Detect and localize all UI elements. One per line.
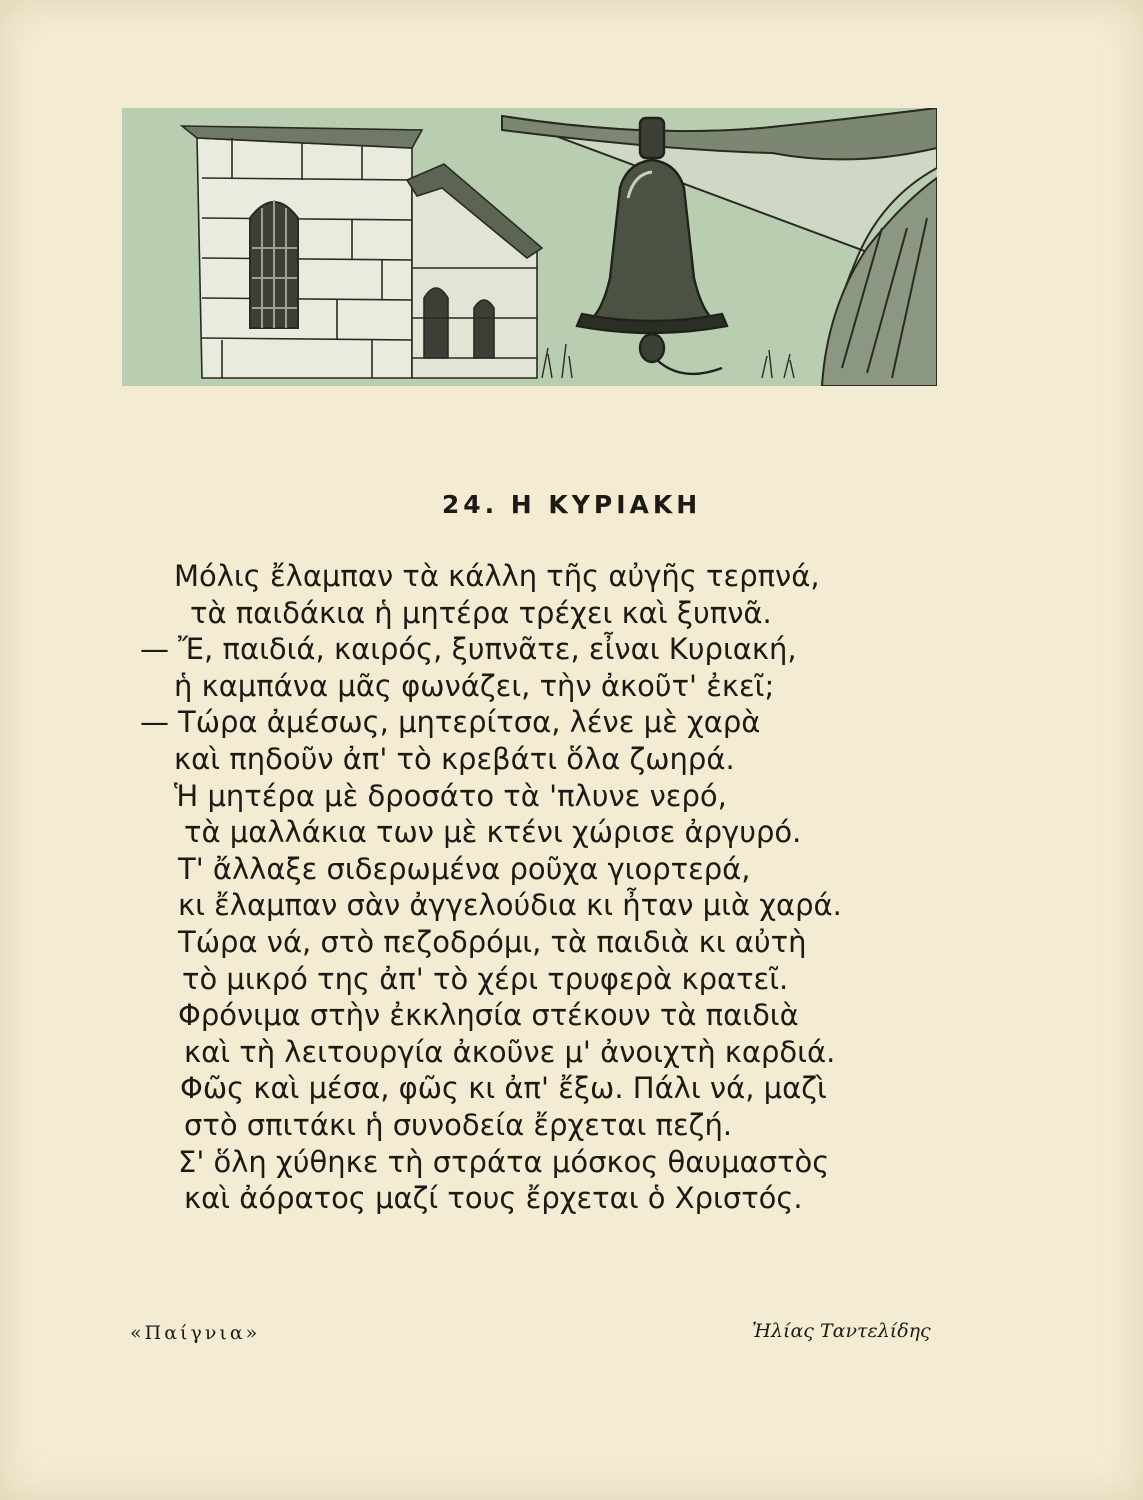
poem-line [140, 1107, 1000, 1144]
poem-title: 24. Η ΚΥΡΙΑΚΗ [441, 490, 702, 519]
dialogue-dash: — [140, 632, 169, 667]
arched-window [250, 200, 298, 328]
poem-line [140, 961, 1000, 998]
poem-line [140, 1144, 1000, 1181]
poem-line [140, 778, 1000, 815]
poem-line-text: Ἔ, παιδιά, καιρός, ξυπνᾶτε, εἶναι Κυριακή, [178, 632, 797, 667]
poem-line-text: στὸ σπιτάκι ἡ συνοδεία ἔρχεται πεζή. [184, 1107, 733, 1142]
church-bell-illustration [122, 108, 937, 386]
poem-line-text: τὰ παιδάκια ἡ μητέρα τρέχει καὶ ξυπνᾶ. [190, 595, 772, 630]
author-name: Ἠλίας Ταντελίδης [752, 1320, 931, 1342]
poem-line [140, 851, 1000, 888]
poem-line-text: Φρόνιμα στὴν ἐκκλησία στέκουν τὰ παιδιὰ [178, 998, 799, 1033]
poem-line-text: Μόλις ἔλαμπαν τὰ κάλλη τῆς αὐγῆς τερπνά, [174, 559, 820, 593]
chapel [407, 164, 542, 378]
poem-line-text: Σ' ὅλη χύθηκε τὴ στράτα μόσκος θαυμαστὸς [178, 1144, 830, 1179]
illustration-drawing [122, 108, 937, 386]
poem-line-text: καὶ ἀόρατος μαζί τους ἔρχεται ὁ Χριστός. [184, 1181, 803, 1216]
poem-line [140, 887, 1000, 924]
poem-line-text: Τώρα νά, στὸ πεζοδρόμι, τὰ παιδιὰ κι αὐτὴ [178, 924, 807, 959]
poem-line [140, 741, 1000, 778]
poem-line-text: καὶ πηδοῦν ἀπ' τὸ κρεβάτι ὅλα ζωηρά. [174, 741, 735, 776]
poem-line [140, 1070, 1000, 1107]
poem-line [140, 1034, 1000, 1071]
grass [542, 344, 794, 378]
dialogue-dash: — [140, 705, 169, 740]
poem-line-text: κι ἔλαμπαν σὰν ἀγγελούδια κι ἦταν μιὰ χαρά. [178, 888, 842, 923]
poem-line-text: τὸ μικρό της ἀπ' τὸ χέρι τρυφερὰ κρατεῖ. [182, 961, 789, 996]
source-title: «Παίγνια» [130, 1322, 261, 1344]
poem-body [140, 558, 1000, 1217]
poem-line-text: Ἡ μητέρα μὲ δροσάτο τὰ 'πλυνε νερό, [174, 778, 727, 813]
poem-line-text: τὰ μαλλάκια των μὲ κτένι χώρισε ἀργυρό. [184, 815, 802, 850]
poem-line-text: καὶ τὴ λειτουργία ἀκοῦνε μ' ἀνοιχτὴ καρδιά. [184, 1034, 836, 1069]
poem-line [140, 595, 1000, 632]
poem-line [140, 814, 1000, 851]
poem-line-text: Φῶς καὶ μέσα, φῶς κι ἀπ' ἔξω. Πάλι νά, μαζὶ [180, 1071, 827, 1106]
poem-line [140, 1180, 1000, 1217]
poem-line-text: Τώρα ἀμέσως, μητερίτσα, λένε μὲ χαρὰ [178, 705, 761, 740]
poem-line-text: ἡ καμπάνα μᾶς φωνάζει, τὴν ἀκοῦτ' ἐκεῖ; [174, 668, 775, 703]
poem-line-text: Τ' ἄλλαξε σιδερωμένα ροῦχα γιορτερά, [178, 851, 751, 886]
poem-line [140, 924, 1000, 961]
poem-line [140, 558, 1000, 595]
church-wall [182, 126, 422, 378]
poem-line [140, 668, 1000, 705]
tree [502, 108, 937, 386]
poem-line [140, 997, 1000, 1034]
poem-line [140, 631, 1000, 668]
poem-line [140, 704, 1000, 741]
